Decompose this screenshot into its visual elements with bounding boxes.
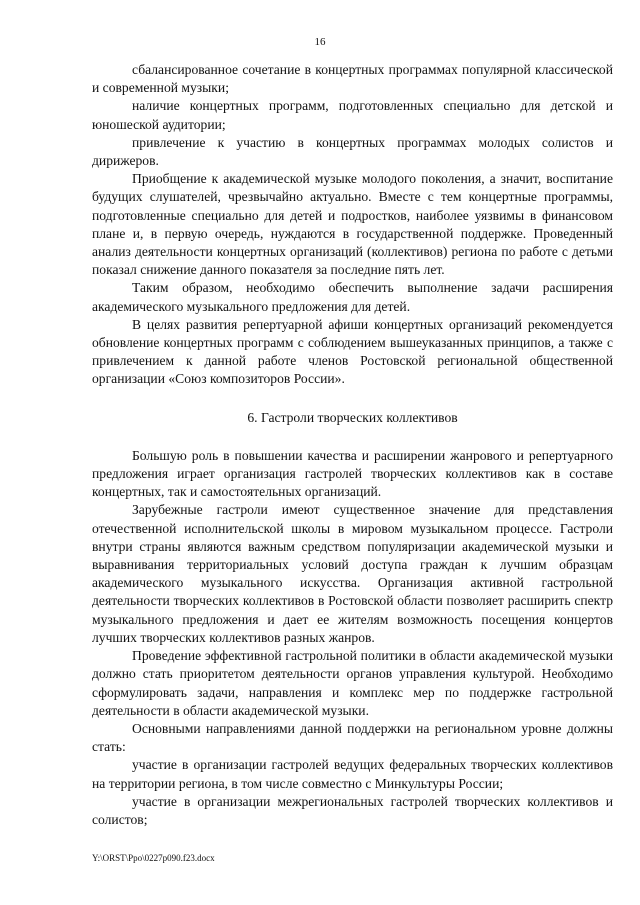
paragraph: Таким образом, необходимо обеспечить выполнение задачи расширения академического музыкального предложения для детей.: [92, 280, 613, 314]
paragraph: Зарубежные гастроли имеют существенное значение для представления отечественной исполнительской школы в мировом музыкальном процессе. Гастроли внутри страны являются важным средством популяризации академической музыки и выравнивания территориальных условий доступа граждан к лучшим образцам академического музыкального искусства. Организация активной гастрольной деятельности творческих коллективов в Ростовской области позволяет расширить спектр музыкального предложения и дает ее жителям возможность посещения концертов лучших творческих коллективов разных жанров.: [92, 502, 613, 645]
paragraph: участие в организации межрегиональных гастролей творческих коллективов и солистов;: [92, 793, 613, 827]
paragraph: Основными направлениями данной поддержки на региональном уровне должны стать:: [92, 720, 613, 755]
paragraph: Приобщение к академической музыке молодого поколения, а значит, воспитание будущих слушателей, чрезвычайно актуально. Вместе с тем концертные программы, подготовленные специально для детей и подростков, наиболее уязвимы в финансовом плане и, в первую очередь, нуждаются в государственной поддержке. Проведенный анализ деятельности концертных организаций (коллективов) региона по работе с детьми показал снижение данного показателя за последние пять лет.: [92, 171, 613, 278]
paragraph: сбалансированное сочетание в концертных программах популярной классической и современной музыки;: [92, 62, 613, 96]
section-heading: 6. Гастроли творческих коллективов: [247, 409, 458, 425]
footer-file-path: Y:\ORST\Ppo\0227p090.f23.docx: [92, 853, 215, 863]
paragraph: Большую роль в повышении качества и расширении жанрового и репертуарного предложения играет организация гастролей творческих коллективов как в составе концертных, так и самостоятельных организаций.: [92, 447, 613, 500]
document-body: [92, 61, 613, 829]
paragraph: участие в организации гастролей ведущих федеральных творческих коллективов на территории региона, в том числе совместно с Минкультуры России;: [92, 757, 613, 791]
paragraph: Проведение эффективной гастрольной политики в области академической музыки должно стать приоритетом деятельности органов управления культурой. Необходимо сформулировать задачи, направления и комплекс мер по поддержке гастрольной деятельности в области академической музыки.: [92, 648, 613, 718]
paragraph: наличие концертных программ, подготовленных специально для детской и юношеской аудитории;: [92, 98, 613, 132]
paragraph: В целях развития репертуарной афиши концертных организаций рекомендуется обновление концертных программ с соблюдением вышеуказанных принципов, а также с привлечением к данной работе членов Ростовской региональной общественной организации «Союз композиторов России».: [92, 316, 613, 387]
page-number: 16: [314, 36, 326, 48]
paragraph: привлечение к участию в концертных программах молодых солистов и дирижеров.: [92, 134, 613, 169]
